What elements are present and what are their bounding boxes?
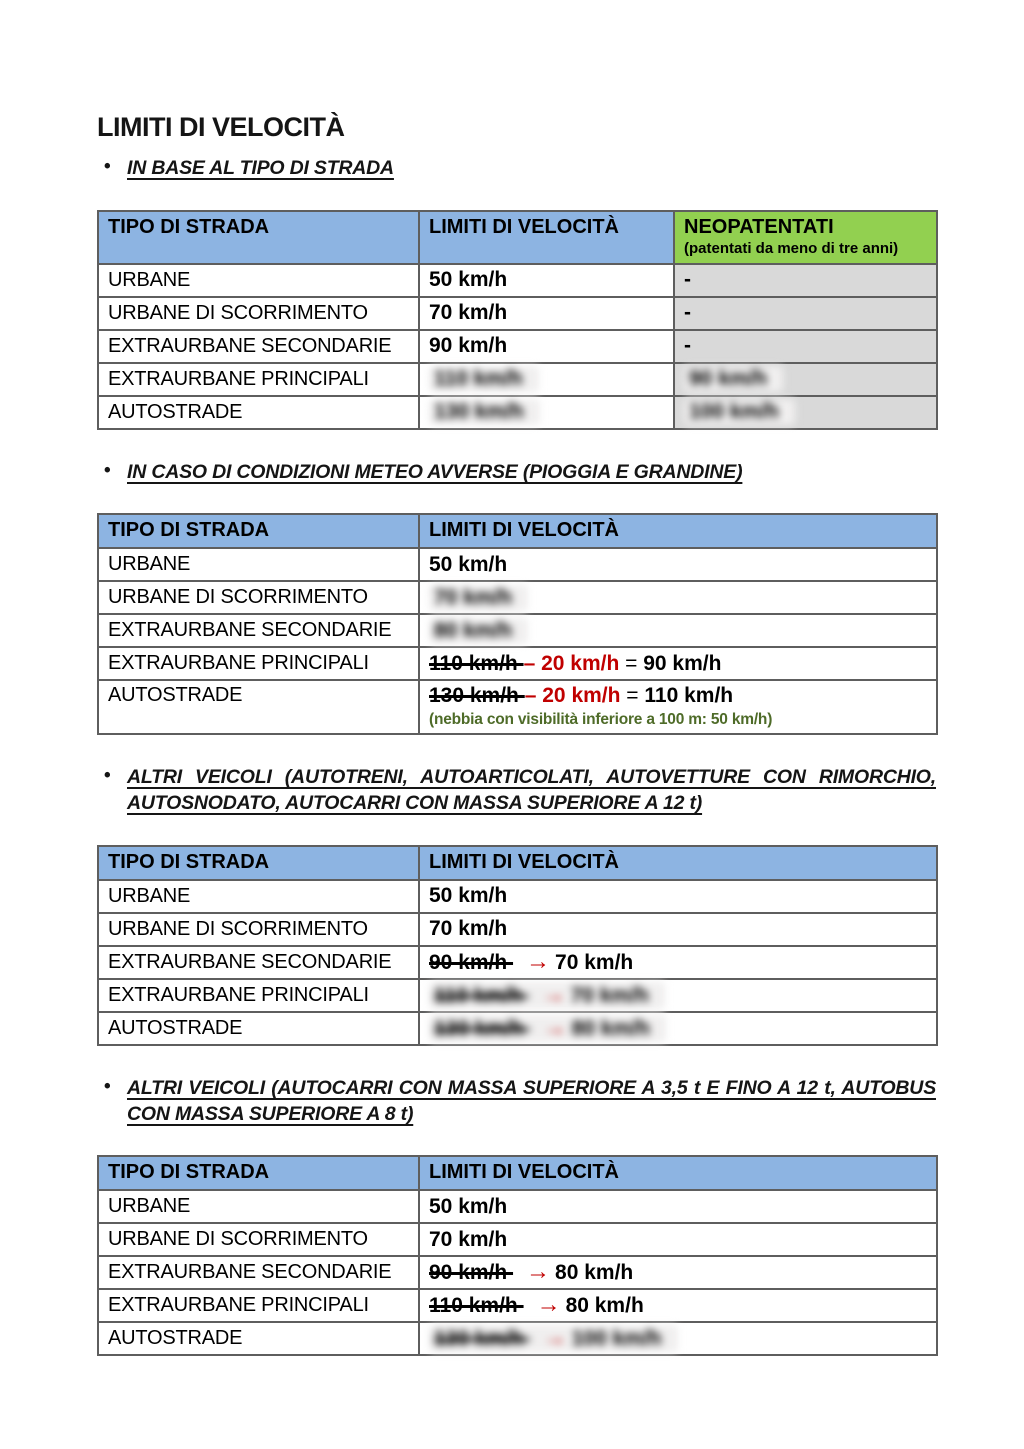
section-heading-text: IN BASE AL TIPO DI STRADA bbox=[127, 157, 394, 179]
value-text bbox=[429, 684, 733, 707]
road-type-cell: EXTRAURBANE PRINCIPALI bbox=[98, 647, 419, 680]
speed-table-trucks-3-5-to-12t bbox=[97, 1155, 936, 1356]
value-segment: 110 km/h bbox=[434, 983, 529, 1007]
road-type-cell: URBANE bbox=[98, 264, 419, 297]
table-row bbox=[98, 1223, 937, 1256]
road-type-cell: EXTRAURBANE SECONDARIE bbox=[98, 330, 419, 363]
column-header bbox=[98, 514, 419, 548]
column-header bbox=[98, 1156, 419, 1190]
speed-table-weather bbox=[97, 513, 936, 735]
value-segment: 80 km/h bbox=[434, 618, 513, 642]
road-type-cell: AUTOSTRADE bbox=[98, 396, 419, 429]
table-row bbox=[98, 363, 937, 396]
section-heading-heavy-vehicles-over-12t bbox=[97, 765, 936, 816]
neopatentati-cell bbox=[674, 297, 937, 330]
road-type-cell: URBANE DI SCORRIMENTO bbox=[98, 1223, 419, 1256]
table-row bbox=[98, 1322, 937, 1355]
value-segment: 110 km/h bbox=[434, 367, 523, 391]
road-type-cell: URBANE bbox=[98, 880, 419, 913]
page-title: LIMITI DI VELOCITÀ bbox=[97, 112, 345, 142]
value-segment: = bbox=[619, 651, 644, 675]
column-header-label: LIMITI DI VELOCITÀ bbox=[429, 519, 619, 542]
table-row bbox=[98, 1190, 937, 1223]
section-heading-road-type bbox=[97, 156, 936, 182]
column-header bbox=[419, 1156, 937, 1190]
arrow-icon: → bbox=[541, 980, 566, 1008]
value-segment: 110 km/h bbox=[429, 651, 524, 675]
table-row bbox=[98, 946, 937, 979]
road-type-cell: EXTRAURBANE SECONDARIE bbox=[98, 946, 419, 979]
value-segment: 130 km/h bbox=[434, 1327, 530, 1351]
column-header-label: TIPO DI STRADA bbox=[108, 519, 270, 542]
value-segment: 90 km/h bbox=[429, 334, 508, 358]
table-row bbox=[98, 1256, 937, 1289]
value-segment: 70 km/h bbox=[429, 1227, 508, 1251]
value-segment: 80 km/h bbox=[571, 1016, 650, 1040]
value-text bbox=[429, 884, 507, 907]
value-segment: – 20 km/h bbox=[524, 684, 621, 708]
speed-limit-cell bbox=[419, 1322, 937, 1355]
speed-limit-cell bbox=[419, 979, 937, 1012]
value-segment: 80 km/h bbox=[555, 1261, 634, 1285]
value-text bbox=[429, 1258, 634, 1286]
value-text bbox=[429, 652, 721, 675]
value-segment: 50 km/h bbox=[429, 268, 508, 292]
road-type-cell: AUTOSTRADE bbox=[98, 680, 419, 734]
speed-table-road-type bbox=[97, 210, 936, 430]
value-segment: 70 km/h bbox=[434, 585, 513, 609]
value-text bbox=[429, 334, 507, 357]
road-type-cell: EXTRAURBANE SECONDARIE bbox=[98, 614, 419, 647]
road-type-cell: URBANE bbox=[98, 1190, 419, 1223]
value-text bbox=[429, 553, 507, 576]
value-segment: 90 km/h bbox=[643, 651, 722, 675]
value-text bbox=[429, 301, 507, 324]
value-segment: 90 km/h bbox=[689, 367, 768, 391]
speed-limits-table bbox=[97, 513, 938, 735]
blurred-value bbox=[429, 1015, 666, 1042]
speed-limit-cell bbox=[419, 1289, 937, 1322]
neopatentati-cell bbox=[674, 264, 937, 297]
header-row bbox=[98, 1156, 937, 1190]
table-row bbox=[98, 1289, 937, 1322]
header-row bbox=[98, 514, 937, 548]
value-segment: 80 km/h bbox=[565, 1294, 644, 1318]
speed-limit-cell bbox=[419, 581, 937, 614]
speed-limit-cell bbox=[419, 1012, 937, 1045]
speed-limit-cell bbox=[419, 913, 937, 946]
value-text bbox=[429, 1228, 507, 1251]
value-text bbox=[684, 301, 691, 324]
neopatentati-cell bbox=[674, 363, 937, 396]
speed-limit-cell bbox=[419, 264, 674, 297]
arrow-icon: → bbox=[542, 1324, 567, 1352]
value-segment: 70 km/h bbox=[570, 983, 649, 1007]
bullet-icon: • bbox=[104, 156, 111, 177]
column-header bbox=[419, 846, 937, 880]
column-header-sublabel: (patentati da meno di tre anni) bbox=[684, 239, 899, 257]
column-header bbox=[98, 211, 419, 264]
value-segment: 100 km/h bbox=[689, 400, 779, 424]
column-header-label: LIMITI DI VELOCITÀ bbox=[429, 850, 619, 873]
table-row bbox=[98, 979, 937, 1012]
speed-limit-cell bbox=[419, 396, 674, 429]
column-header-label: TIPO DI STRADA bbox=[108, 1161, 270, 1184]
value-text bbox=[429, 268, 507, 291]
bullet-icon: • bbox=[104, 765, 111, 787]
section-heading-weather bbox=[97, 460, 936, 486]
table-row bbox=[98, 913, 937, 946]
road-type-cell: AUTOSTRADE bbox=[98, 1012, 419, 1045]
blurred-value bbox=[684, 399, 795, 425]
value-segment: 50 km/h bbox=[429, 552, 508, 576]
speed-limit-cell bbox=[419, 880, 937, 913]
speed-limit-cell bbox=[419, 1223, 937, 1256]
bullet-icon: • bbox=[104, 1075, 111, 1097]
speed-limit-cell bbox=[419, 647, 937, 680]
column-header-label: LIMITI DI VELOCITÀ bbox=[429, 215, 619, 238]
value-segment: 90 km/h bbox=[429, 950, 514, 974]
value-segment: 110 km/h bbox=[429, 1294, 524, 1318]
value-segment: - bbox=[684, 301, 691, 325]
bullet-icon: • bbox=[104, 459, 111, 481]
arrow-icon: → bbox=[536, 1291, 561, 1319]
blurred-value bbox=[429, 585, 528, 611]
column-header bbox=[98, 846, 419, 880]
value-segment: 110 km/h bbox=[644, 684, 734, 708]
section-heading-trucks-3-5-to-12t bbox=[97, 1076, 936, 1127]
column-header-label: TIPO DI STRADA bbox=[108, 850, 270, 873]
speed-limits-table bbox=[97, 1155, 938, 1356]
speed-limits-table bbox=[97, 845, 938, 1046]
column-header-label: TIPO DI STRADA bbox=[108, 215, 270, 238]
road-type-cell: EXTRAURBANE PRINCIPALI bbox=[98, 363, 419, 396]
road-type-cell: EXTRAURBANE PRINCIPALI bbox=[98, 979, 419, 1012]
table-row bbox=[98, 647, 937, 680]
road-type-cell: URBANE DI SCORRIMENTO bbox=[98, 581, 419, 614]
speed-limit-cell bbox=[419, 297, 674, 330]
value-segment: 130 km/h bbox=[434, 1016, 530, 1040]
value-segment: - bbox=[684, 268, 691, 292]
fog-note: (nebbia con visibilità inferiore a 100 m: 50 km/h) bbox=[429, 711, 773, 729]
value-text bbox=[429, 1291, 644, 1319]
table-row bbox=[98, 680, 937, 734]
value-segment: 50 km/h bbox=[429, 1194, 508, 1218]
blurred-value bbox=[429, 399, 540, 425]
column-header bbox=[419, 211, 674, 264]
table-row bbox=[98, 297, 937, 330]
road-type-cell: EXTRAURBANE PRINCIPALI bbox=[98, 1289, 419, 1322]
column-header-label: LIMITI DI VELOCITÀ bbox=[429, 1161, 619, 1184]
speed-limit-cell bbox=[419, 330, 674, 363]
speed-limit-cell bbox=[419, 680, 937, 734]
speed-limit-cell bbox=[419, 548, 937, 581]
blurred-value bbox=[429, 982, 665, 1009]
table-row bbox=[98, 396, 937, 429]
speed-limits-table bbox=[97, 210, 938, 430]
column-header bbox=[419, 514, 937, 548]
speed-limit-cell bbox=[419, 1256, 937, 1289]
value-segment: 90 km/h bbox=[429, 1261, 514, 1285]
speed-limit-cell bbox=[419, 1190, 937, 1223]
blurred-value bbox=[429, 618, 528, 644]
speed-limit-cell bbox=[419, 614, 937, 647]
table-row bbox=[98, 264, 937, 297]
value-segment: 50 km/h bbox=[429, 884, 508, 908]
value-segment: 130 km/h bbox=[429, 684, 525, 708]
table-row bbox=[98, 581, 937, 614]
blurred-value bbox=[684, 366, 783, 392]
road-type-cell: EXTRAURBANE SECONDARIE bbox=[98, 1256, 419, 1289]
table-row bbox=[98, 1012, 937, 1045]
road-type-cell: URBANE DI SCORRIMENTO bbox=[98, 297, 419, 330]
value-segment: = bbox=[620, 684, 645, 708]
section-heading-text: IN CASO DI CONDIZIONI METEO AVVERSE (PIOGGIA E GRANDINE) bbox=[127, 460, 743, 483]
value-segment: 100 km/h bbox=[571, 1327, 662, 1351]
section-heading-text: ALTRI VEICOLI (AUTOCARRI CON MASSA SUPERIORE A 3,5 t E FINO A 12 t, AUTOBUS CON MASSA SUPERIORE A 8 t) bbox=[127, 1076, 936, 1125]
column-header-label: NEOPATENTATI bbox=[684, 215, 834, 238]
table-row bbox=[98, 614, 937, 647]
road-type-cell: URBANE bbox=[98, 548, 419, 581]
header-row bbox=[98, 211, 937, 264]
neopatentati-cell bbox=[674, 396, 937, 429]
speed-table-heavy-vehicles-over-12t bbox=[97, 845, 936, 1046]
value-segment: – 20 km/h bbox=[523, 651, 620, 675]
speed-limit-cell bbox=[419, 946, 937, 979]
value-text bbox=[684, 268, 691, 291]
value-segment: 70 km/h bbox=[555, 950, 634, 974]
column-header bbox=[674, 211, 937, 264]
road-type-cell: URBANE DI SCORRIMENTO bbox=[98, 913, 419, 946]
blurred-value bbox=[429, 366, 539, 392]
neopatentati-cell bbox=[674, 330, 937, 363]
section-heading-text: ALTRI VEICOLI (AUTOTRENI, AUTOARTICOLATI, AUTOVETTURE CON RIMORCHIO, AUTOSNODATO, AUTOCARRI CON MASSA SUPERIORE A 12 t) bbox=[127, 766, 936, 815]
table-row bbox=[98, 330, 937, 363]
value-segment: 130 km/h bbox=[434, 400, 524, 424]
arrow-icon: → bbox=[526, 947, 551, 975]
value-segment: 70 km/h bbox=[429, 301, 508, 325]
value-text bbox=[429, 947, 634, 975]
value-segment: 70 km/h bbox=[429, 917, 508, 941]
value-text bbox=[429, 917, 507, 940]
speed-limit-cell bbox=[419, 363, 674, 396]
arrow-icon: → bbox=[526, 1258, 551, 1286]
header-row bbox=[98, 846, 937, 880]
value-text bbox=[684, 334, 691, 357]
arrow-icon: → bbox=[542, 1013, 567, 1041]
value-text bbox=[429, 1195, 507, 1218]
table-row bbox=[98, 880, 937, 913]
road-type-cell: AUTOSTRADE bbox=[98, 1322, 419, 1355]
value-segment: - bbox=[684, 334, 691, 358]
table-row bbox=[98, 548, 937, 581]
blurred-value bbox=[429, 1325, 678, 1352]
